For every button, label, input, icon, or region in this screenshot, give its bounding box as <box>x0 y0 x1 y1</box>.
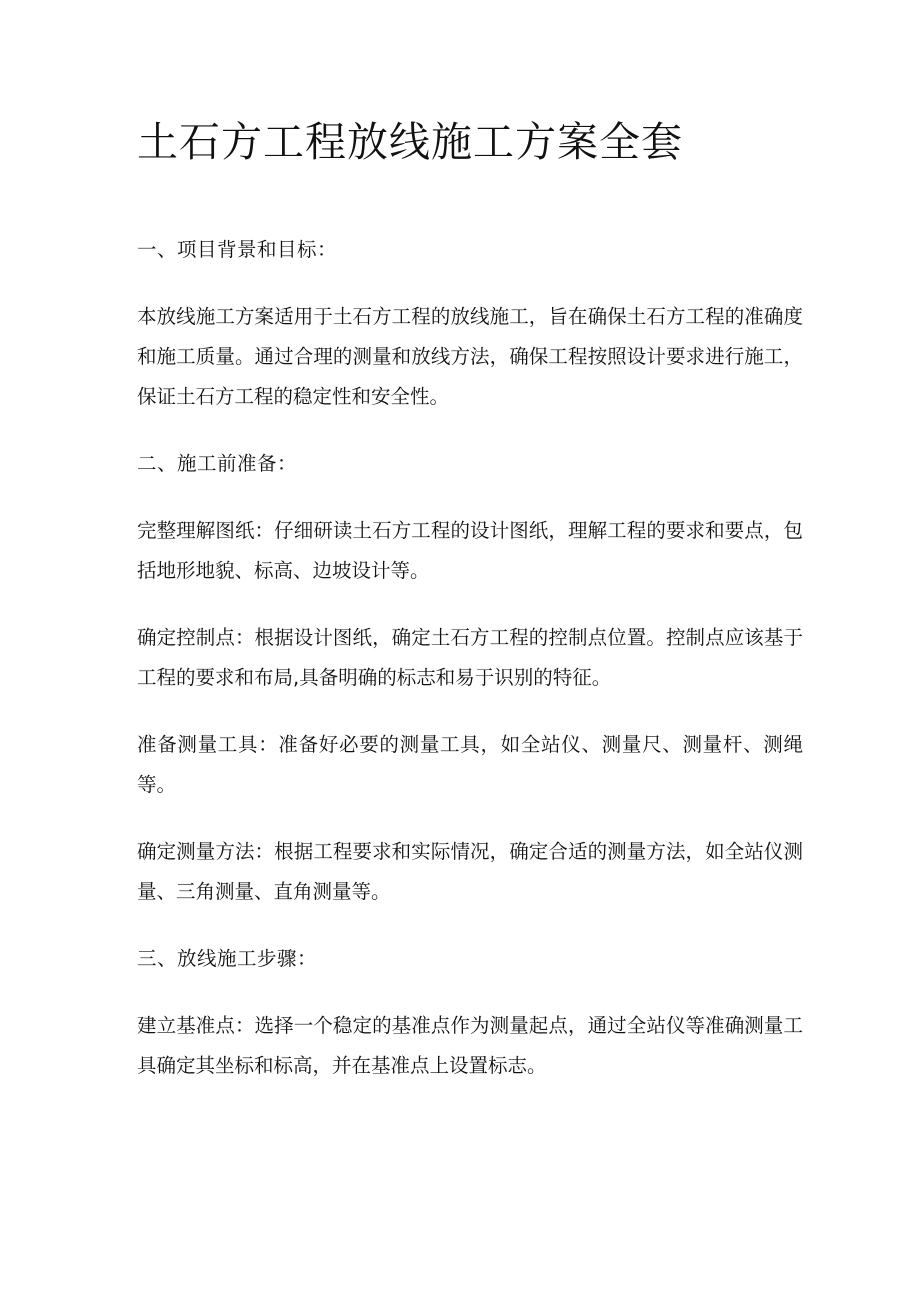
document-title: 土石方工程放线施工方案全套 <box>137 118 683 166</box>
paragraph-measurement-tools: 准备测量工具：准备好必要的测量工具，如全站仪、测量尺、测量杆、测绳等。 <box>137 733 803 796</box>
section-heading-preparation: 二、施工前准备： <box>137 452 298 475</box>
paragraph-project-background: 本放线施工方案适用于土石方工程的放线施工，旨在确保土石方工程的准确度和施工质量。通过合理的测量和放线方法，确保工程按照设计要求进行施工，保证土石方工程的稳定性和安全性。 <box>137 305 803 408</box>
section-heading-construction-steps: 三、放线施工步骤： <box>137 947 318 970</box>
document-body <box>137 230 803 1113</box>
paragraph-measurement-method: 确定测量方法：根据工程要求和实际情况，确定合适的测量方法，如全站仪测量、三角测量、直角测量等。 <box>137 840 803 903</box>
paragraph-understand-drawings: 完整理解图纸：仔细研读土石方工程的设计图纸，理解工程的要求和要点，包括地形地貌、标高、边坡设计等。 <box>137 519 803 582</box>
section-heading-project-background: 一、项目背景和目标： <box>137 238 338 261</box>
paragraph-control-points: 确定控制点：根据设计图纸，确定土石方工程的控制点位置。控制点应该基于工程的要求和布局,具备明确的标志和易于识别的特征。 <box>137 626 803 689</box>
paragraph-reference-point: 建立基准点：选择一个稳定的基准点作为测量起点，通过全站仪等准确测量工具确定其坐标和标高，并在基准点上设置标志。 <box>137 1014 803 1077</box>
